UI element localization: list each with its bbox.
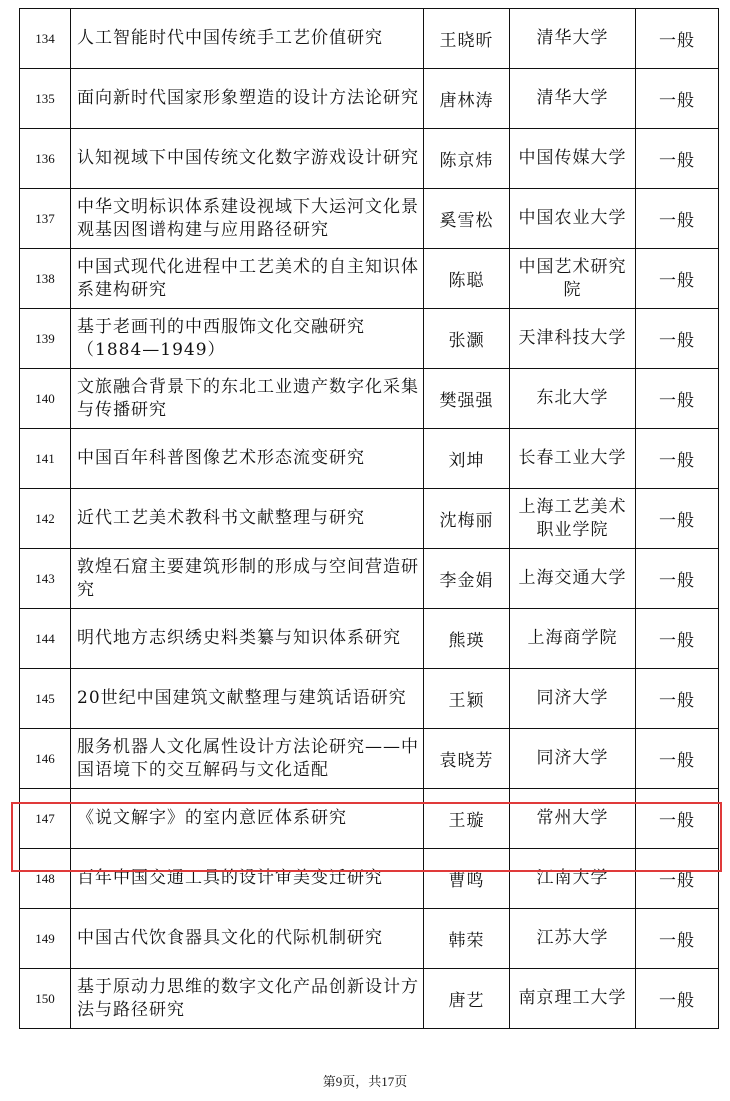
project-title: 基于老画刊的中西服饰文化交融研究（1884—1949） <box>71 309 424 369</box>
institution: 上海交通大学 <box>510 549 636 609</box>
researcher-name: 袁晓芳 <box>424 729 510 789</box>
project-type: 一般 <box>636 909 719 969</box>
project-type: 一般 <box>636 309 719 369</box>
researcher-name: 王璇 <box>424 789 510 849</box>
institution: 同济大学 <box>510 729 636 789</box>
institution: 南京理工大学 <box>510 969 636 1029</box>
row-number: 146 <box>20 729 71 789</box>
project-title: 文旅融合背景下的东北工业遗产数字化采集与传播研究 <box>71 369 424 429</box>
row-number: 147 <box>20 789 71 849</box>
row-number: 144 <box>20 609 71 669</box>
row-number: 143 <box>20 549 71 609</box>
table-row <box>20 669 719 729</box>
table-row <box>20 429 719 489</box>
researcher-name: 刘坤 <box>424 429 510 489</box>
project-type: 一般 <box>636 9 719 69</box>
table-row <box>20 69 719 129</box>
institution: 中国艺术研究院 <box>510 249 636 309</box>
table-row <box>20 969 719 1029</box>
project-title: 人工智能时代中国传统手工艺价值研究 <box>71 9 424 69</box>
project-type: 一般 <box>636 249 719 309</box>
project-type: 一般 <box>636 69 719 129</box>
row-number: 134 <box>20 9 71 69</box>
project-type: 一般 <box>636 189 719 249</box>
row-number: 148 <box>20 849 71 909</box>
project-type: 一般 <box>636 789 719 849</box>
table-row <box>20 609 719 669</box>
table-row <box>20 489 719 549</box>
table-row <box>20 309 719 369</box>
table-row <box>20 849 719 909</box>
table-row-highlighted <box>20 789 719 849</box>
project-title: 面向新时代国家形象塑造的设计方法论研究 <box>71 69 424 129</box>
researcher-name: 王颖 <box>424 669 510 729</box>
project-type: 一般 <box>636 489 719 549</box>
institution: 长春工业大学 <box>510 429 636 489</box>
project-title: 《说文解字》的室内意匠体系研究 <box>71 789 424 849</box>
project-type: 一般 <box>636 969 719 1029</box>
row-number: 136 <box>20 129 71 189</box>
researcher-name: 熊瑛 <box>424 609 510 669</box>
project-type: 一般 <box>636 549 719 609</box>
institution: 中国农业大学 <box>510 189 636 249</box>
project-title: 中华文明标识体系建设视域下大运河文化景观基因图谱构建与应用路径研究 <box>71 189 424 249</box>
row-number: 138 <box>20 249 71 309</box>
row-number: 145 <box>20 669 71 729</box>
institution: 江南大学 <box>510 849 636 909</box>
researcher-name: 曹鸣 <box>424 849 510 909</box>
row-number: 135 <box>20 69 71 129</box>
researcher-name: 张灏 <box>424 309 510 369</box>
researcher-name: 奚雪松 <box>424 189 510 249</box>
row-number: 141 <box>20 429 71 489</box>
project-title: 基于原动力思维的数字文化产品创新设计方法与路径研究 <box>71 969 424 1029</box>
institution: 上海商学院 <box>510 609 636 669</box>
row-number: 140 <box>20 369 71 429</box>
project-type: 一般 <box>636 669 719 729</box>
institution: 天津科技大学 <box>510 309 636 369</box>
institution: 中国传媒大学 <box>510 129 636 189</box>
row-number: 139 <box>20 309 71 369</box>
table-row <box>20 909 719 969</box>
table-row <box>20 249 719 309</box>
project-type: 一般 <box>636 729 719 789</box>
researcher-name: 樊强强 <box>424 369 510 429</box>
project-title: 百年中国交通工具的设计审美变迁研究 <box>71 849 424 909</box>
institution: 常州大学 <box>510 789 636 849</box>
researcher-name: 沈梅丽 <box>424 489 510 549</box>
project-title: 认知视域下中国传统文化数字游戏设计研究 <box>71 129 424 189</box>
table-row <box>20 189 719 249</box>
project-title: 明代地方志织绣史料类纂与知识体系研究 <box>71 609 424 669</box>
row-number: 142 <box>20 489 71 549</box>
institution: 江苏大学 <box>510 909 636 969</box>
institution: 清华大学 <box>510 69 636 129</box>
project-type: 一般 <box>636 429 719 489</box>
project-list-table <box>19 8 719 1029</box>
table-row <box>20 369 719 429</box>
institution: 清华大学 <box>510 9 636 69</box>
row-number: 150 <box>20 969 71 1029</box>
table-row <box>20 549 719 609</box>
project-type: 一般 <box>636 129 719 189</box>
page-footer: 第9页，共17页 <box>322 1074 408 1089</box>
researcher-name: 陈聪 <box>424 249 510 309</box>
table-row <box>20 729 719 789</box>
table-row <box>20 129 719 189</box>
project-title: 近代工艺美术教科书文献整理与研究 <box>71 489 424 549</box>
project-type: 一般 <box>636 609 719 669</box>
researcher-name: 韩荣 <box>424 909 510 969</box>
researcher-name: 李金娟 <box>424 549 510 609</box>
project-title: 中国式现代化进程中工艺美术的自主知识体系建构研究 <box>71 249 424 309</box>
table-row <box>20 9 719 69</box>
project-title: 20世纪中国建筑文献整理与建筑话语研究 <box>71 669 424 729</box>
institution: 同济大学 <box>510 669 636 729</box>
researcher-name: 唐林涛 <box>424 69 510 129</box>
institution: 上海工艺美术职业学院 <box>510 489 636 549</box>
project-title: 服务机器人文化属性设计方法论研究——中国语境下的交互解码与文化适配 <box>71 729 424 789</box>
project-type: 一般 <box>636 369 719 429</box>
project-title: 中国古代饮食器具文化的代际机制研究 <box>71 909 424 969</box>
row-number: 137 <box>20 189 71 249</box>
researcher-name: 陈京炜 <box>424 129 510 189</box>
project-type: 一般 <box>636 849 719 909</box>
project-title: 中国百年科普图像艺术形态流变研究 <box>71 429 424 489</box>
researcher-name: 唐艺 <box>424 969 510 1029</box>
project-title: 敦煌石窟主要建筑形制的形成与空间营造研究 <box>71 549 424 609</box>
researcher-name: 王晓昕 <box>424 9 510 69</box>
row-number: 149 <box>20 909 71 969</box>
institution: 东北大学 <box>510 369 636 429</box>
